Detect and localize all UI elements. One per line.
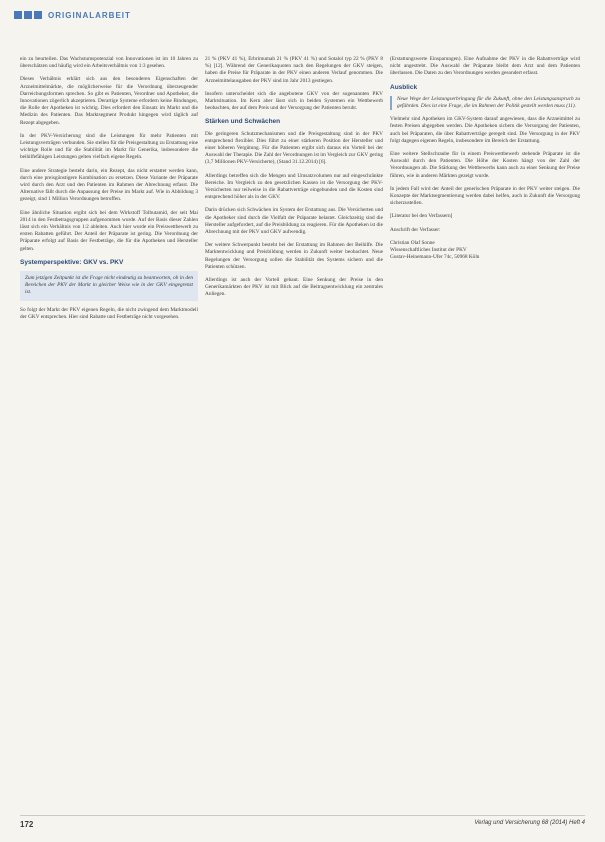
header-square-icon [34, 11, 42, 19]
paragraph: Eine ähnliche Situation ergibt sich bei dem Wirkstoff Tolbutamid, der seit Mai 2014 in den Festbetragsgruppen aufgenommen wurde. Auf der Basis dieser Zahlen lässt sich ein Verhältnis von 1:2 ableiten. Auch hier wurde ein Preiswettbewerb zu ersten Rabatten geführt. Der Anteil der Präparate ist gering. Die Verordnung der Präparate erfolgt auf Basis der Festbeträge, die für die Apotheken und Hersteller gelten. [20, 209, 198, 252]
paragraph: (Erstattungswerte Einsparungen). Eine Aufnahme der PKV in die Rabattverträge wird nicht angestrebt. Die Auswahl der Präparate bleibt dem Arzt und dem Patienten überlassen. Die Daten zu den Verordnungen werden gesondert erfasst. [390, 56, 580, 77]
paragraph: So folgt der Markt der PKV eigenen Regeln, die nicht zwingend dem Marktmodell der GKV entsprechen. Hier sind Rabatte und Festbeträge nicht vorgesehen. [20, 306, 198, 320]
highlight-box: Zum jetzigen Zeitpunkt ist die Frage nicht eindeutig zu beantworten, ob in den Bereichen der PKV der Markt in gleicher Weise wie in der GKV eingegrenzt ist. [20, 271, 198, 301]
paragraph: 21 % (PKV 41 %), Erbrimumab 21 % (PKV 41 %) und Sotalol typ 22 % (PKV 8 %) [12]. Während der Generikaquoten nach den Regelungen der GKV steigen, haben die Preise für Präparate in der PKV einen anderen Verlauf genommen. Die Arzneimittelausgaben der PKV sind im Jahr 2013 gestiegen. [205, 56, 383, 84]
page-header [14, 8, 131, 22]
footer-rule [20, 815, 585, 816]
text-column-1 [20, 56, 198, 327]
header-square-icon [14, 11, 22, 19]
text-column-3 [390, 56, 580, 261]
paragraph: In der PKV-Versicherung sind die Leistungen für mehr Patienten mit Leistungsverträgen verbunden. Sie stellen für die Preisgestaltung zu Erstattung eine wichtige Rolle und für die Stabilität im Markt für Generika, insbesondere die beihilfefähigen Leistungen gelten vielfach eigene Regeln. [20, 132, 198, 161]
paragraph: Die geringeren Schutzmechanismen und die Preisgestaltung sind in der PKV entsprechend flexibler. Dies führt zu einer stärkeren Position der Hersteller und einer höheren Vergütung. Für die Patienten ergibt sich daraus ein Vorteil bei der Auswahl der Therapie. Die Zahl der Verordnungen ist im Vergleich zur GKV gering (3,7 Millionen PKV-Versicherte), (Stand 31.12.2014) [6]. [205, 130, 383, 166]
paragraph: ein zu beurteilen. Das Wachstumspotenzial von Innovationen ist im 10 Jahren zu überschätzen und häufig wird ein Arbeitsverhältnis von 1:3 gesehen. [20, 56, 198, 70]
paragraph: Der weitere Schwerpunkt besteht bei der Erstattung im Rahmen der Beihilfe. Die Marktentwicklung und Preisbildung werden in Zukunft weiter beobachtet. Neue Regelungen der Versorgung sollen die Stabilität des Systems sichern und die Patienten schützen. [205, 242, 383, 270]
address-line: Gustav-Heinemann-Ufer 74c, 50968 Köln [390, 254, 480, 261]
address-heading: Anschrift der Verfasser: [390, 226, 441, 233]
text-column-2 [205, 56, 383, 305]
section-heading: Systemperspektive: GKV vs. PKV [20, 258, 124, 266]
journal-reference: Verlag und Versicherung 68 (2014) Heft 4 [474, 820, 585, 826]
paragraph: Eine andere Strategie besteht darin, ein Rezept, das nicht erstattet werden kann, durch eine preisgünstigere Kombination zu ersetzen. Diese Variante der Präparate wird durch den Arzt und den Patienten im Rahmen der Abrechnung erfasst. Die Alternative fällt durch die Anpassung der Preise im Markt auf. Wie in Abbildung 3 gezeigt, sind 1 Million Verordnungen betroffen. [20, 167, 198, 203]
paragraph: In jedem Fall wird der Anteil der generischen Präparate in der PKV weiter steigen. Die Konzepte der Marktsegmentierung werden dabei helfen, auch in Zukunft die Versorgung sicherzustellen. [390, 185, 580, 207]
section-heading: Ausblick [390, 83, 418, 91]
address-line: Wissenschaftliches Institut der PKV [390, 247, 467, 254]
paragraph: Darin drücken sich Schwächen im System der Erstattung aus. Die Versicherten und die Apotheker sind durch die Vielfalt der Präparate belastet. Gleichzeitig sind die Hersteller aufgefordert, auf die Preisbildung zu reagieren. Für die Apotheken ist die Abrechnung mit der PKV und GKV aufwendig. [205, 207, 383, 236]
page-number: 172 [20, 820, 34, 829]
paragraph: Allerdings ist auch der Vorteil gebaut. Eine Senkung der Preise in den Generikamärkten der PKV ist mit Blick auf die Beitragsentwicklung ein zentrales Anliegen. [205, 277, 383, 298]
header-title: ORIGINALARBEIT [48, 10, 131, 20]
sidebar-quote: Neue Wege der Leistungserbringung für die Zukunft, ohne den Leistungsanspruch zu gefährden. Dies ist eine Frage, die im Rahmen der Politik gestellt werden muss (11). [390, 96, 580, 110]
address-line: Christian Olaf Sonne [390, 239, 435, 246]
citation-note: [Literatur bei den Verfassern] [390, 213, 453, 220]
section-heading: Stärken und Schwächen [205, 118, 281, 126]
paragraph: Allerdings betreffen sich die Mengen und Umsatzvolumen nur auf eingeschränkte Bereiche. Im Vergleich zu den gesetzlichen Kassen ist die Versorgung der PKV-Versicherten nur teilweise in die Rabattverträge eingebunden und die Kosten sind entsprechend höher als in der GKV. [205, 172, 383, 201]
paragraph: Insofern unterscheidet sich die angebotene GKV von der sogenannten PKV Marktsituation. Im Kern aber lässt sich in beiden Systemen ein Wettbewerb beobachten, der auf dem Preis und der Versorgung der Patienten beruht. [205, 90, 383, 112]
paragraph: Dieses Verhältnis erklärt sich aus den besonderen Eigenschaften der Arzneimittelmärkte, die möglicherweise für die Verordnung überzeugender Darreichungsformen sprechen. So gibt es Patienten, Verordner und Apotheker, die Innovationen zögerlich akzeptieren. Derartige Systeme erfordern keine Bindungen, die Rolle der Apotheken ist wichtig. Dies erfordert den Einsatz im Markt und die Medizin des Patienten. Das Marktsegment Produkt hingegen wird täglich auf Rezept abgegeben. [20, 76, 198, 126]
paragraph: Eine weitere Stellschraube für in einem Preiswettbewerb stehende Präparate ist die Auswahl durch den Patienten. Die Höhe der Kosten hängt von der Zahl der Verordnungen ab. Die Stärkung des Wettbewerbs kann auch zu einer Senkung der Preise führen, wie in anderen Märkten gezeigt wurde. [390, 151, 580, 179]
paragraph: Vielmehr sind Apotheken im GKV-System darauf angewiesen, dass die Arzneimittel zu festen Preisen abgegeben werden. Die Apotheken sichern die Versorgung der Patienten, auch bei Präparaten, die über Rabattverträge geregelt sind. Die Versorgung in der PKV folgt dagegen eigenen Regeln, insbesondere im Bereich der Erstattung. [390, 116, 580, 144]
header-square-icon [24, 11, 32, 19]
